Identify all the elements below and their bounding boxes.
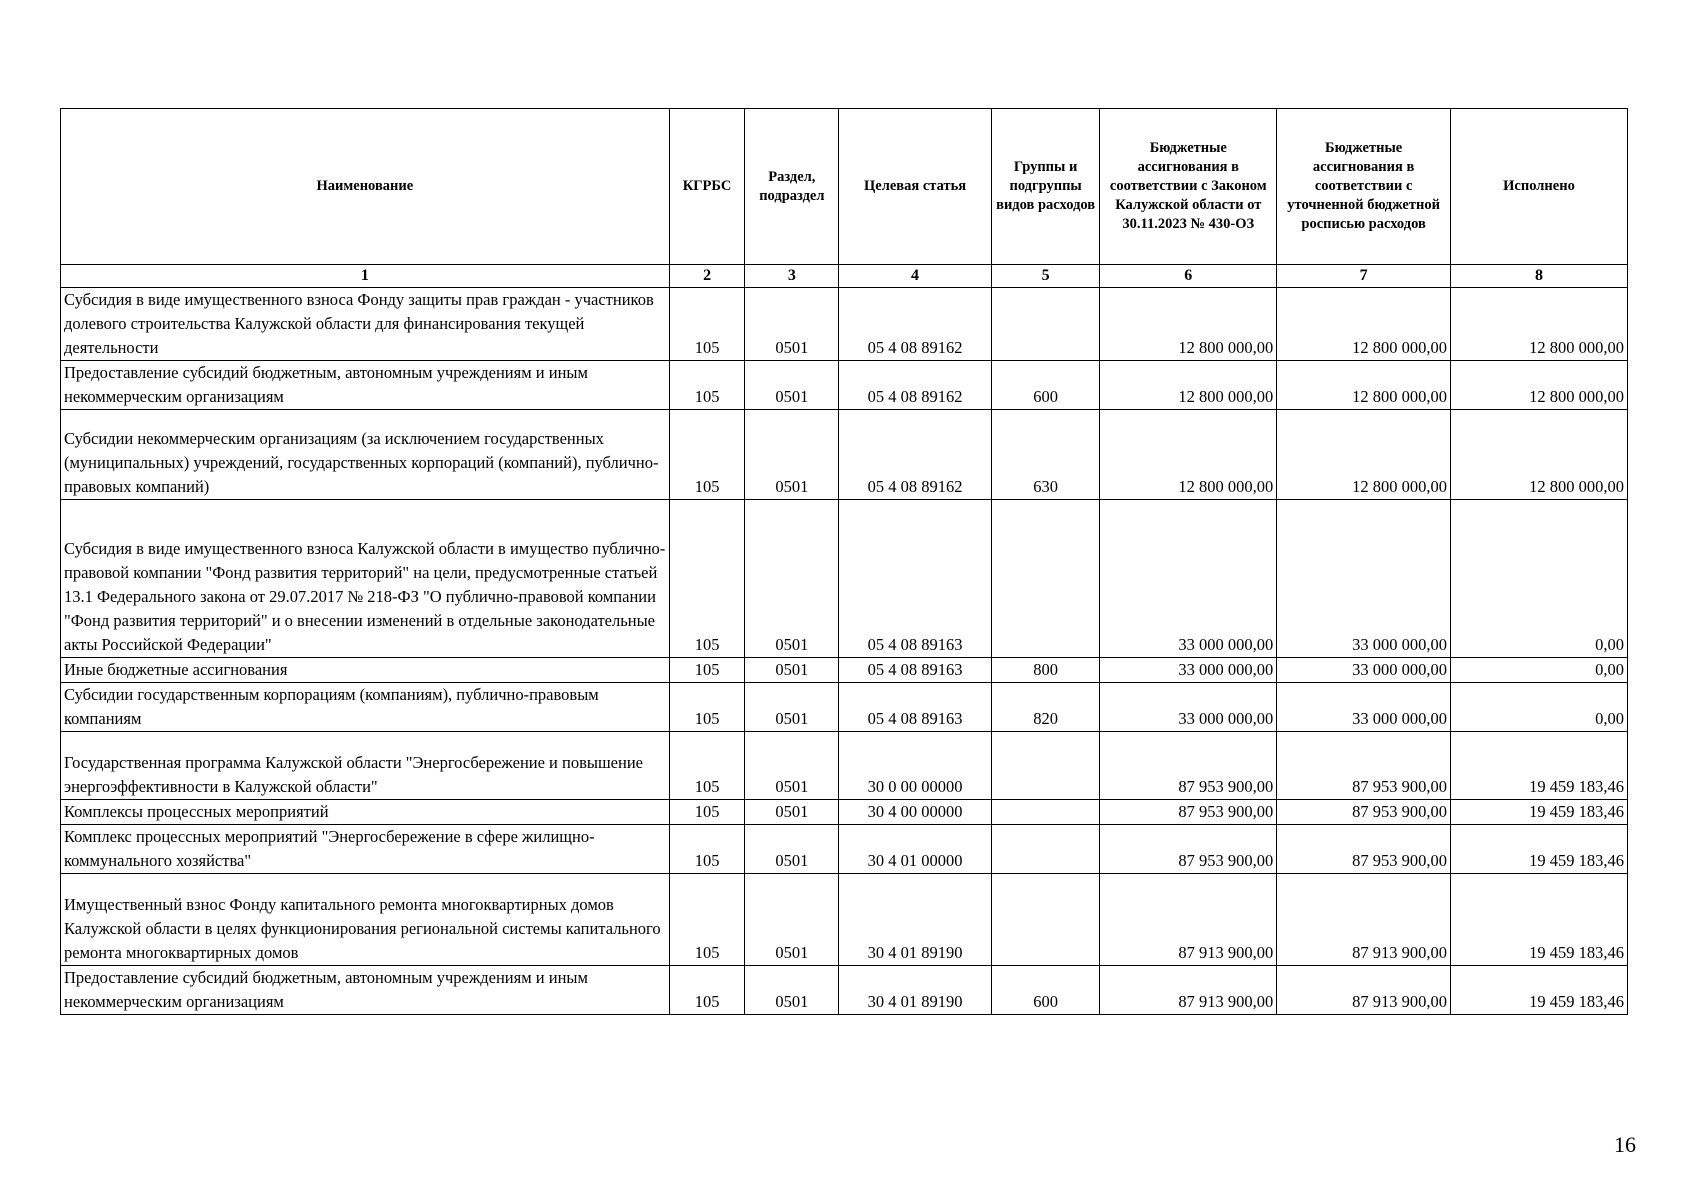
budget-table [60,108,1628,1015]
table-row [61,500,1628,658]
row-target: 30 4 00 00000 [839,800,992,825]
table-row [61,361,1628,410]
row-name: Предоставление субсидий бюджетным, автономным учреждениям и иным некоммерческим организациям [61,966,670,1015]
row-executed: 19 459 183,46 [1451,874,1628,966]
row-name: Государственная программа Калужской области "Энергосбережение и повышение энергоэффективности в Калужской области" [61,732,670,800]
row-law-allocation: 87 913 900,00 [1100,966,1277,1015]
header-section: Раздел, подраздел [745,109,839,265]
row-group: 630 [991,410,1099,500]
column-number: 5 [991,265,1099,288]
row-name: Имущественный взнос Фонду капитального ремонта многоквартирных домов Калужской области в целях функционирования региональной системы капитального ремонта многоквартирных домов [61,874,670,966]
table-row [61,658,1628,683]
row-law-allocation: 12 800 000,00 [1100,288,1277,361]
row-target: 30 4 01 89190 [839,966,992,1015]
row-name: Субсидия в виде имущественного взноса Калужской области в имущество публично-правовой компании "Фонд развития территорий" на цели, предусмотренные статьей 13.1 Федерального закона от 29.07.2017 № 218-ФЗ "О публично-правовой компании "Фонд развития территорий" и о внесении изменений в отдельные законодательные акты Российской Федерации" [61,500,670,658]
table-row [61,732,1628,800]
header-refined-allocation: Бюджетные ассигнования в соответствии с уточненной бюджетной росписью расходов [1277,109,1451,265]
row-kgrbs: 105 [669,732,745,800]
row-group: 600 [991,361,1099,410]
row-group [991,874,1099,966]
row-executed: 19 459 183,46 [1451,966,1628,1015]
row-refined-allocation: 12 800 000,00 [1277,410,1451,500]
row-section: 0501 [745,966,839,1015]
row-refined-allocation: 12 800 000,00 [1277,288,1451,361]
row-kgrbs: 105 [669,825,745,874]
column-number: 2 [669,265,745,288]
row-group [991,288,1099,361]
row-target: 05 4 08 89163 [839,658,992,683]
row-executed: 12 800 000,00 [1451,288,1628,361]
row-law-allocation: 12 800 000,00 [1100,410,1277,500]
table-row [61,966,1628,1015]
row-name: Комплексы процессных мероприятий [61,800,670,825]
row-kgrbs: 105 [669,361,745,410]
row-name: Субсидии государственным корпорациям (компаниям), публично-правовым компаниям [61,683,670,732]
header-law-allocation: Бюджетные ассигнования в соответствии с Законом Калужской области от 30.11.2023 № 430-ОЗ [1100,109,1277,265]
row-kgrbs: 105 [669,966,745,1015]
header-target: Целевая статья [839,109,992,265]
row-target: 05 4 08 89162 [839,361,992,410]
row-section: 0501 [745,658,839,683]
row-name: Иные бюджетные ассигнования [61,658,670,683]
column-number-row [61,265,1628,288]
row-section: 0501 [745,800,839,825]
row-group: 600 [991,966,1099,1015]
header-row [61,109,1628,265]
column-number: 1 [61,265,670,288]
row-executed: 0,00 [1451,683,1628,732]
column-number: 8 [1451,265,1628,288]
row-law-allocation: 33 000 000,00 [1100,500,1277,658]
table-row [61,800,1628,825]
row-law-allocation: 87 953 900,00 [1100,825,1277,874]
row-kgrbs: 105 [669,800,745,825]
row-section: 0501 [745,361,839,410]
header-executed: Исполнено [1451,109,1628,265]
row-group: 820 [991,683,1099,732]
row-section: 0501 [745,732,839,800]
header-name: Наименование [61,109,670,265]
row-group [991,800,1099,825]
row-executed: 19 459 183,46 [1451,800,1628,825]
table-row [61,410,1628,500]
row-group [991,825,1099,874]
row-refined-allocation: 87 953 900,00 [1277,825,1451,874]
row-refined-allocation: 12 800 000,00 [1277,361,1451,410]
row-law-allocation: 33 000 000,00 [1100,683,1277,732]
row-section: 0501 [745,410,839,500]
row-name: Комплекс процессных мероприятий "Энергосбережение в сфере жилищно-коммунального хозяйства" [61,825,670,874]
column-number: 4 [839,265,992,288]
row-executed: 12 800 000,00 [1451,361,1628,410]
row-name: Субсидии некоммерческим организациям (за исключением государственных (муниципальных) учреждений, государственных корпораций (компаний), публично-правовых компаний) [61,410,670,500]
row-target: 30 4 01 89190 [839,874,992,966]
table-row [61,683,1628,732]
row-executed: 19 459 183,46 [1451,732,1628,800]
row-kgrbs: 105 [669,874,745,966]
row-target: 05 4 08 89163 [839,500,992,658]
header-group: Группы и подгруппы видов расходов [991,109,1099,265]
row-group [991,500,1099,658]
row-target: 30 4 01 00000 [839,825,992,874]
budget-table-body [61,288,1628,1015]
row-law-allocation: 87 953 900,00 [1100,732,1277,800]
row-law-allocation: 33 000 000,00 [1100,658,1277,683]
row-executed: 12 800 000,00 [1451,410,1628,500]
row-target: 05 4 08 89163 [839,683,992,732]
row-name: Предоставление субсидий бюджетным, автономным учреждениям и иным некоммерческим организациям [61,361,670,410]
row-group [991,732,1099,800]
row-section: 0501 [745,288,839,361]
row-kgrbs: 105 [669,683,745,732]
table-row [61,874,1628,966]
row-kgrbs: 105 [669,500,745,658]
budget-document [60,108,1628,1015]
row-kgrbs: 105 [669,410,745,500]
column-number: 3 [745,265,839,288]
table-row [61,288,1628,361]
row-refined-allocation: 33 000 000,00 [1277,658,1451,683]
row-target: 05 4 08 89162 [839,288,992,361]
row-refined-allocation: 33 000 000,00 [1277,500,1451,658]
row-executed: 0,00 [1451,658,1628,683]
row-target: 30 0 00 00000 [839,732,992,800]
column-number: 6 [1100,265,1277,288]
page-number: 16 [1614,1132,1636,1157]
row-target: 05 4 08 89162 [839,410,992,500]
table-row [61,825,1628,874]
row-section: 0501 [745,500,839,658]
row-refined-allocation: 33 000 000,00 [1277,683,1451,732]
row-section: 0501 [745,874,839,966]
row-refined-allocation: 87 913 900,00 [1277,966,1451,1015]
header-kgrbs: КГРБС [669,109,745,265]
row-group: 800 [991,658,1099,683]
row-section: 0501 [745,825,839,874]
row-refined-allocation: 87 953 900,00 [1277,800,1451,825]
column-number: 7 [1277,265,1451,288]
row-kgrbs: 105 [669,288,745,361]
row-law-allocation: 87 913 900,00 [1100,874,1277,966]
row-refined-allocation: 87 953 900,00 [1277,732,1451,800]
row-executed: 0,00 [1451,500,1628,658]
row-refined-allocation: 87 913 900,00 [1277,874,1451,966]
row-law-allocation: 12 800 000,00 [1100,361,1277,410]
row-name: Субсидия в виде имущественного взноса Фонду защиты прав граждан - участников долевого строительства Калужской области для финансирования текущей деятельности [61,288,670,361]
row-law-allocation: 87 953 900,00 [1100,800,1277,825]
row-section: 0501 [745,683,839,732]
row-kgrbs: 105 [669,658,745,683]
row-executed: 19 459 183,46 [1451,825,1628,874]
